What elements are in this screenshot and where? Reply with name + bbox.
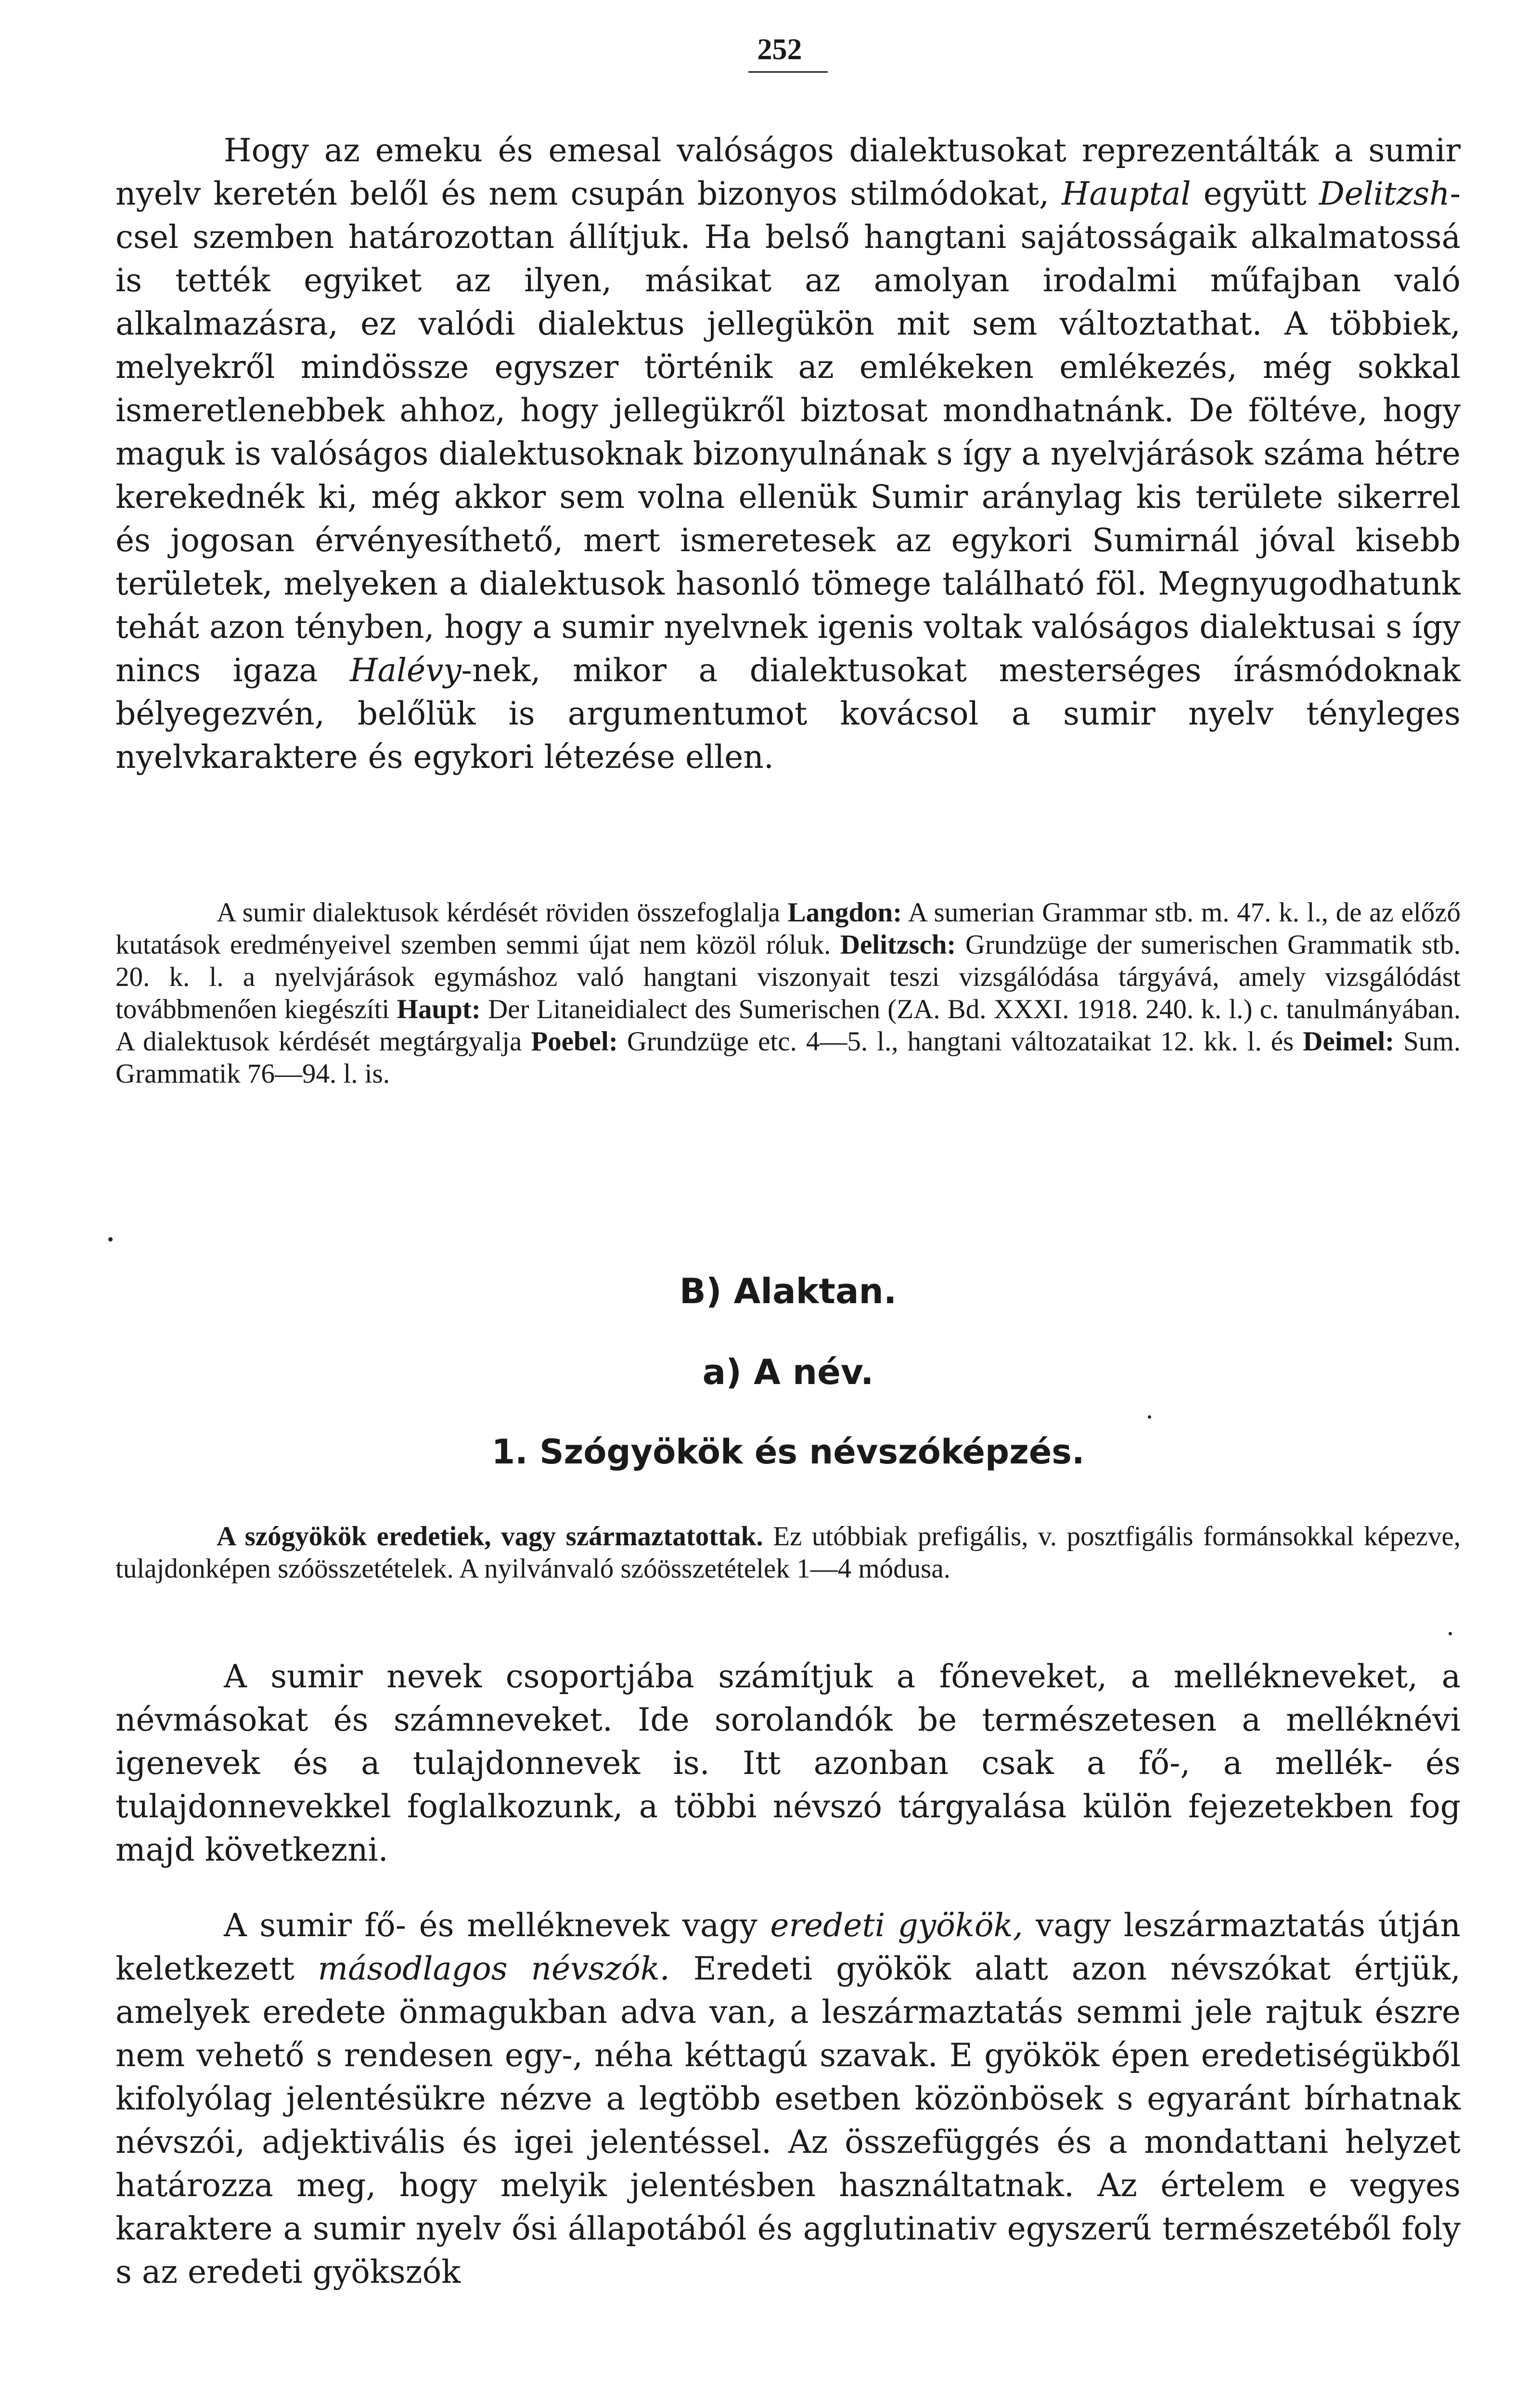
footnote-dialects: A sumir dialektusok kérdését röviden összefoglalja Langdon: A sumerian Grammar stb. m. 47. k. l., de az előző kutatások eredményeivel szemben semmi újat nem közöl róluk. Delitzsch: Grundzüge der sumerischen Grammatik stb. 20. k. l. a nyelvjárások egymáshoz való hangtani viszonyait teszi vizsgálódása tárgyává, amely vizsgálódást továbbmenően kiegészíti Haupt: Der Litaneidialect des Sumerischen (ZA. Bd. XXXI. 1918. 240. k. l.) c. tanulmányában. A dialektusok kérdését megtárgyalja Poebel: Grundzüge etc. 4—5. l., hangtani változataikat 12. kk. l. és Deimel: Sum. Grammatik 76—94. l. is. [116,897,1461,1089]
paragraph-noun-groups: A sumir nevek csoportjába számítjuk a főneveket, a mellékneveket, a névmásokat és számneveket. Ide sorolandók be természetesen a melléknévi igenevek és a tulajdonnevek is. Itt azonban csak a fő-, a mellék- és tulajdonnevekkel foglalkozunk, a többi névszó tárgyalása külön fejezetekben fog majd következni. [116,1658,1461,1868]
paragraph-roots: A sumir fő- és melléknevek vagy eredeti gyökök, vagy leszármaztatás útján keletkezett másodlagos névszók. Eredeti gyökök alatt azon névszókat értjük, amelyek eredete önmagukban adva van, a leszármaztatás semmi jele rajtuk észre nem vehető s rendesen egy-, néha kéttagú szavak. E gyökök épen eredetiségükből kifolyólag jelentésükre nézve a legtöbb esetben közönbösek s egyaránt bírhatnak névszói, adjektivális és igei jelentéssel. Az összefüggés és a mondattani helyzet határozza meg, hogy melyik jelentésben használtatnak. Az értelem e vegyes karaktere a sumir nyelv ősi állapotából és agglutinativ egyszerű természetéből foly s az eredeti gyökszók [116,1907,1461,2291]
ref-haupt: Haupt: [397,994,481,1024]
author-name-haupt: Hauptal [1061,175,1191,212]
print-speck [1148,1415,1151,1419]
term-eredeti-gyokok: eredeti gyökök, [770,1907,1023,1944]
summary-lead: A szógyökök eredetiek, vagy származtatottak. [217,1521,763,1552]
chapter-summary: A szógyökök eredetiek, vagy származtatottak. Ez utóbbiak prefigális, v. posztfigális formánsokkal képezve, tulajdonképen szóösszetételek. A nyilvánvaló szóösszetételek 1—4 módusa. [116,1521,1461,1584]
page-number-rule [748,71,828,73]
paragraph-dialects: Hogy az emeku és emesal valóságos dialektusokat reprezentálták a sumir nyelv keretén belől és nem csupán bizonyos stilmódokat, Hauptal együtt Delitzsh-csel szemben határozottan állítjuk. Ha belső hangtani sajátosságaik alkalmatossá is tették egyiket az ilyen, másikat az amolyan irodalmi műfajban való alkalmazásra, ez valódi dialektus jellegükön mit sem változtathat. A többiek, melyekről mindössze egyszer történik az emlékeken emlékezés, még sokkal ismeretlenebbek ahhoz, hogy jellegükről biztosat mondhatnánk. De föltéve, hogy maguk is valóságos dialektusoknak bizonyulnának s így a nyelvjárások száma hétre kerekednék ki, még akkor sem volna ellenük Sumir aránylag kis területe sikerrel és jogosan érvényesíthető, mert ismeretesek az egykori Sumirnál jóval kisebb területek, melyeken a dialektusok hasonló tömege található föl. Megnyugodhatunk tehát azon tényben, hogy a sumir nyelvnek igenis voltak valóságos dialektusai s így nincs igaza Halévy-nek, mikor a dialektusokat mesterséges írásmódoknak bélyegezvén, belőlük is argumentumot kovácsol a sumir nyelv tényleges nyelvkaraktere és egykori létezése ellen. [116,132,1461,776]
author-name-delitzsch: Delitzsh [1319,175,1450,212]
print-speck [1449,1632,1452,1635]
ref-langdon: Langdon: [787,897,902,928]
ref-deimel: Deimel: [1303,1026,1395,1057]
subsection-heading: a) A név. [702,1352,874,1392]
author-name-halevy: Halévy [350,652,462,689]
ref-delitzsch: Delitzsch: [840,930,956,960]
ref-poebel: Poebel: [531,1026,618,1057]
page-number: 252 [757,33,802,66]
chapter-heading: 1. Szógyökök és névszóképzés. [491,1432,1085,1472]
term-masodlagos-nevszok: másodlagos névszók. [318,1950,670,1987]
section-heading: B) Alaktan. [679,1271,897,1311]
print-speck [108,1237,113,1242]
